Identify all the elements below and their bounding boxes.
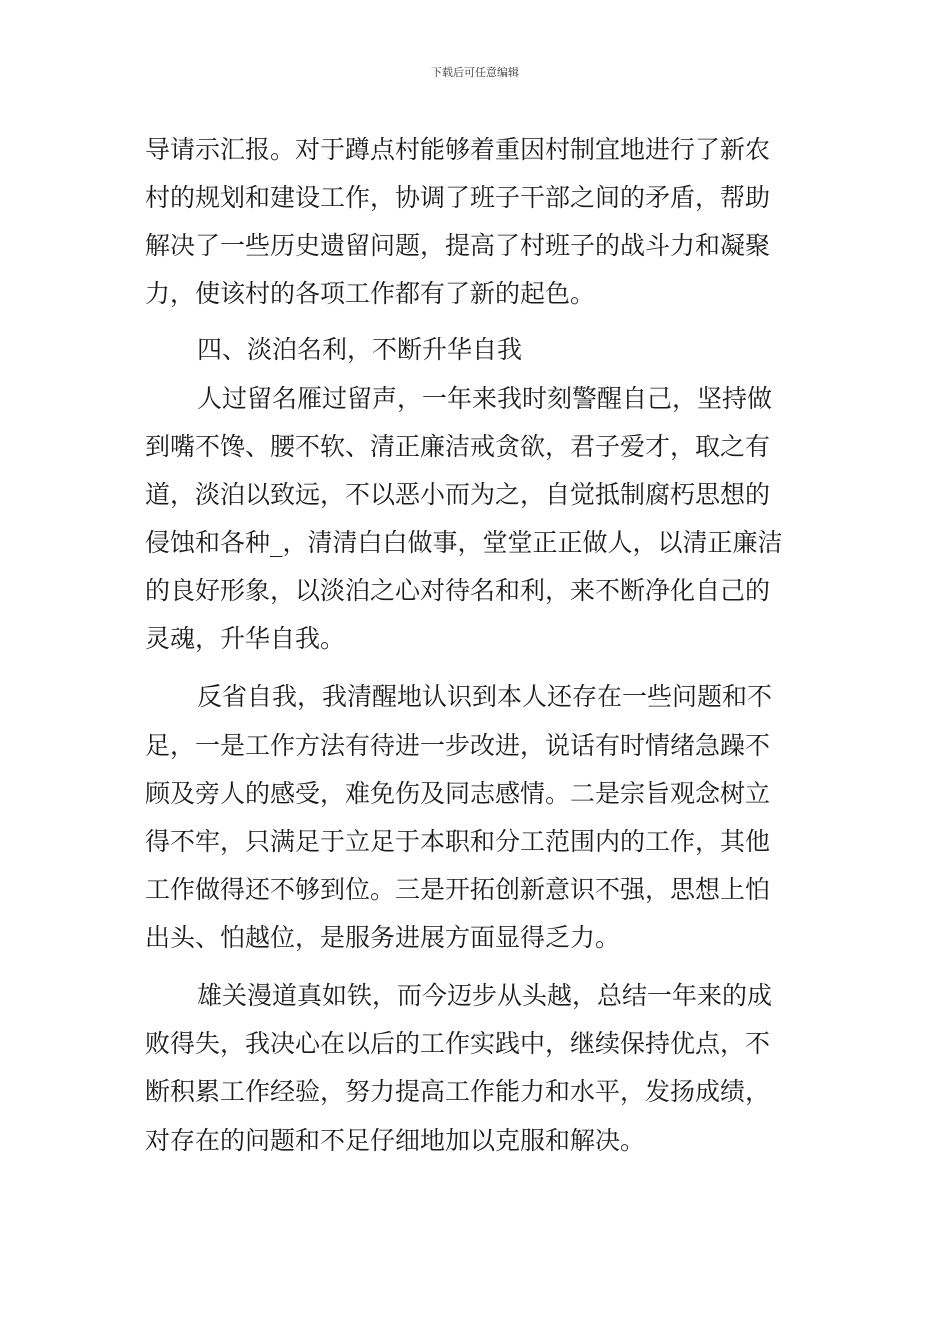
text-line: 到嘴不馋、腰不软、清正廉洁戒贪欲，君子爱才，取之有 <box>145 432 771 461</box>
text-line: 得不牢，只满足于立足于本职和分工范围内的工作，其他 <box>145 827 771 856</box>
text-line: 的良好形象，以淡泊之心对待名和利，来不断净化自己的 <box>145 576 771 605</box>
text-line: 道，淡泊以致远，不以恶小而为之，自觉抵制腐朽思想的 <box>145 480 771 509</box>
text-line: 败得失，我决心在以后的工作实践中，继续保持优点，不 <box>145 1029 771 1058</box>
text-line: 足，一是工作方法有待进一步改进，说话有时情绪急躁不 <box>145 731 771 760</box>
text-line: 顾及旁人的感受，难免伤及同志感情。二是宗旨观念树立 <box>145 779 771 808</box>
text-line: 工作做得还不够到位。三是开拓创新意识不强，思想上怕 <box>145 875 771 904</box>
text-line: 侵蚀和各种_，清清白白做事，堂堂正正做人，以清正廉洁 <box>145 528 783 557</box>
text-line: 灵魂，升华自我。 <box>145 624 346 653</box>
page-header: 下载后可任意编辑 <box>431 66 519 79</box>
text-line: 村的规划和建设工作，协调了班子干部之间的矛盾，帮助 <box>145 183 771 212</box>
text-line: 解决了一些历史遗留问题，提高了村班子的战斗力和凝聚 <box>145 231 771 260</box>
text-line: 对存在的问题和不足仔细地加以克服和解决。 <box>145 1126 646 1155</box>
text-line: 力，使该村的各项工作都有了新的起色。 <box>145 279 596 308</box>
text-line: 反省自我，我清醒地认识到本人还存在一些问题和不 <box>197 682 773 711</box>
text-line: 雄关漫道真如铁，而今迈步从头越，总结一年来的成 <box>197 981 773 1010</box>
text-line: 导请示汇报。对于蹲点村能够着重因村制宜地进行了新农 <box>145 135 771 164</box>
text-line: 断积累工作经验，努力提高工作能力和水平，发扬成绩， <box>145 1077 771 1106</box>
text-line: 出头、怕越位，是服务进展方面显得乏力。 <box>145 923 621 952</box>
text-line: 人过留名雁过留声，一年来我时刻警醒自己，坚持做 <box>197 384 773 413</box>
section-heading: 四、淡泊名利，不断升华自我 <box>197 335 523 364</box>
